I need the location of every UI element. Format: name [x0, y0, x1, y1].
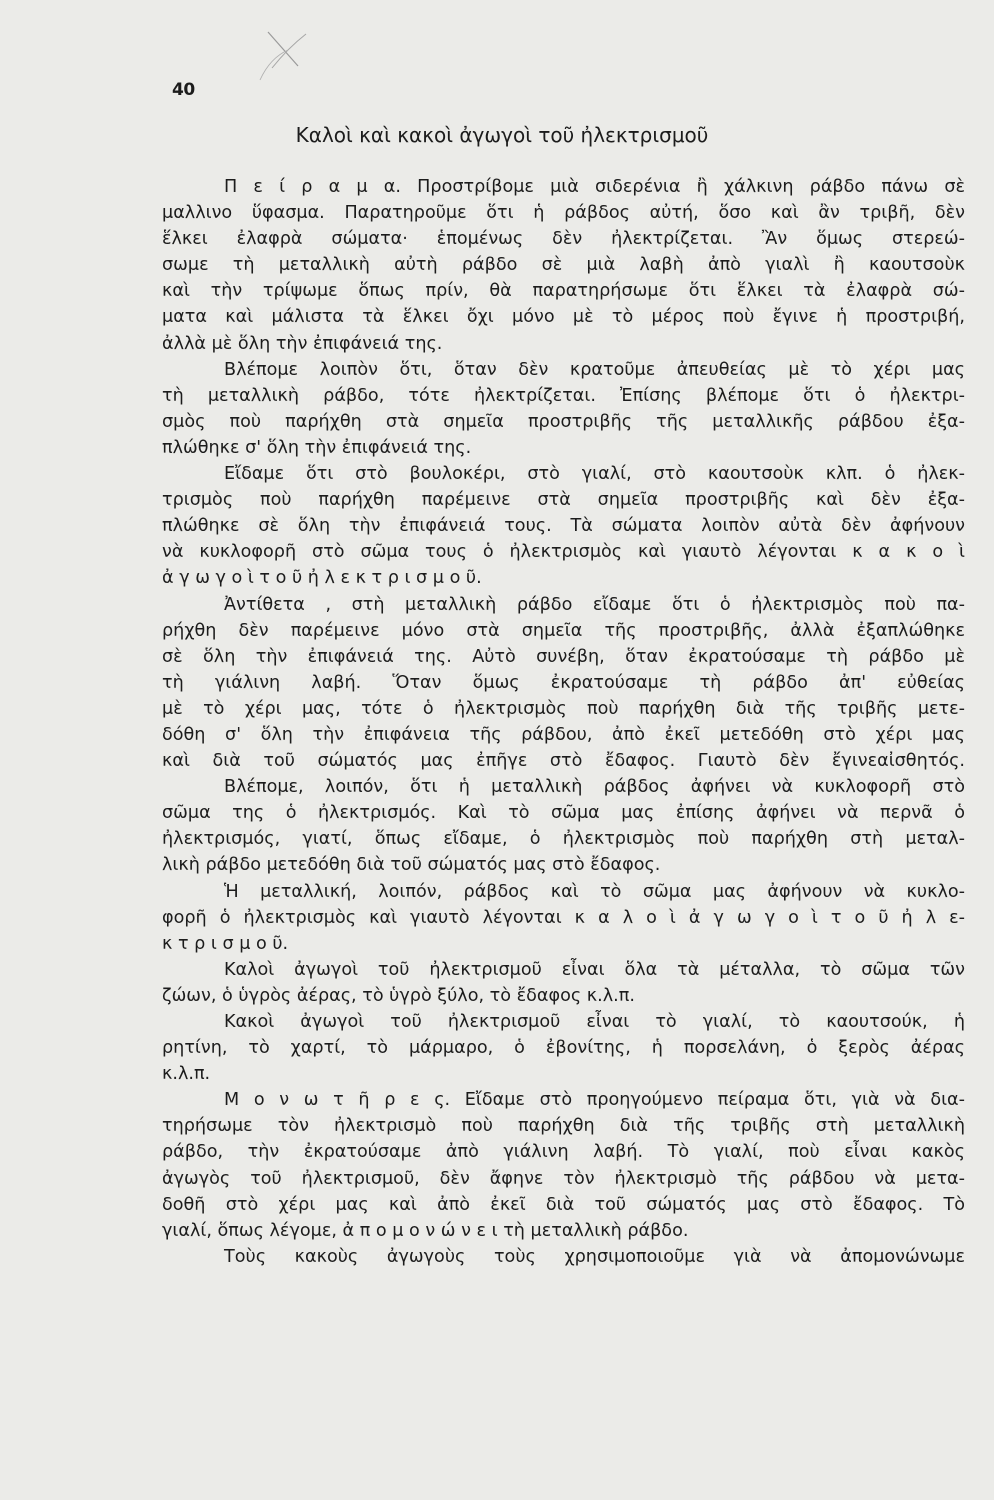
text-line: κ.λ.π.	[162, 1064, 211, 1085]
text-line: καὶ τὴν τρίψωμε ὅπως πρίν, θὰ παρατηρήσωμε ὅτι ἕλκει τὰ ἐλαφρὰ σώ-	[162, 281, 965, 302]
text-line: ρήχθη δὲν παρέμεινε μόνο στὰ σημεῖα τῆς προστριβῆς, ἀλλὰ ἐξαπλώθηκε	[162, 620, 965, 641]
text-line: τρισμὸς ποὺ παρήχθη παρέμεινε στὰ σημεῖα προστριβῆς καὶ δὲν ἐξα-	[162, 490, 965, 511]
text-line: τὴ μεταλλικὴ ράβδο, τότε ἠλεκτρίζεται. Ἐπίσης βλέπομε ὅτι ὁ ἠλεκτρι-	[162, 385, 965, 406]
text-line: ματα καὶ μάλιστα τὰ ἕλκει ὄχι μόνο μὲ τὸ μέρος ποὺ ἔγινε ἡ προστριβή,	[162, 307, 965, 328]
text-line: λικὴ ράβδο μετεδόθη διὰ τοῦ σώματός μας στὸ ἔδαφος.	[162, 855, 661, 876]
text-line: τηρήσωμε τὸν ἠλεκτρισμὸ ποὺ παρήχθη διὰ τῆς τριβῆς στὴ μεταλλικὴ	[162, 1116, 965, 1137]
text-line: φορῆ ὁ ἠλεκτρισμὸς καὶ γιαυτὸ λέγονται κ α λ ο ὶ ἀ γ ω γ ο ὶ τ ο ῦ ἠ λ ε-	[162, 907, 965, 928]
text-line: μὲ τὸ χέρι μας, τότε ὁ ἠλεκτρισμὸς ποὺ παρήχθη διὰ τῆς τριβῆς μετε-	[162, 698, 965, 719]
text-line: Τοὺς κακοὺς ἀγωγοὺς τοὺς χρησιμοποιοῦμε γιὰ νὰ ἀπομονώνωμε	[224, 1246, 965, 1267]
text-line: γιαλί, ὅπως λέγομε, ἀ π ο μ ο ν ώ ν ε ι τὴ μεταλλικὴ ράβδο.	[162, 1220, 689, 1241]
text-line: τὴ γιάλινη λαβή. Ὅταν ὅμως ἐκρατούσαμε τὴ ράβδο ἀπ' εὐθείας	[162, 672, 965, 693]
text-line: Βλέπομε λοιπὸν ὅτι, ὅταν δὲν κρατοῦμε ἀπευθείας μὲ τὸ χέρι μας	[224, 359, 965, 380]
text-line: Μ ο ν ω τ ῆ ρ ε ς. Εἴδαμε στὸ προηγούμενο πείραμα ὅτι, γιὰ νὰ δια-	[224, 1090, 965, 1111]
text-line: Καλοὶ ἀγωγοὶ τοῦ ἠλεκτρισμοῦ εἶναι ὅλα τὰ μέταλλα, τὸ σῶμα τῶν	[224, 959, 965, 980]
body-text	[162, 174, 965, 1270]
text-line: Εἴδαμε ὅτι στὸ βουλοκέρι, στὸ γιαλί, στὸ καουτσοὺκ κλπ. ὁ ἠλεκ-	[224, 464, 965, 485]
text-line: ζώων, ὁ ὑγρὸς ἀέρας, τὸ ὑγρὸ ξύλο, τὸ ἔδαφος κ.λ.π.	[162, 985, 635, 1006]
text-line: ρητίνη, τὸ χαρτί, τὸ μάρμαρο, ὁ ἐβονίτης, ἡ πορσελάνη, ὁ ξερὸς ἀέρας	[162, 1038, 965, 1059]
text-line: πλώθηκε σ' ὅλη τὴν ἐπιφάνειά της.	[162, 437, 472, 458]
text-line: πλώθηκε σὲ ὅλη τὴν ἐπιφάνειά τους. Τὰ σώματα λοιπὸν αὐτὰ δὲν ἀφήνουν	[162, 516, 965, 537]
text-line: νὰ κυκλοφορῆ στὸ σῶμα τους ὁ ἠλεκτρισμὸς καὶ γιαυτὸ λέγονται κ α κ ο ὶ	[162, 542, 965, 563]
text-line: σῶμα της ὁ ἠλεκτρισμός. Καὶ τὸ σῶμα μας ἐπίσης ἀφήνει νὰ περνᾶ ὁ	[162, 803, 965, 824]
page-number: 40	[172, 80, 195, 100]
text-line: Κακοὶ ἀγωγοὶ τοῦ ἠλεκτρισμοῦ εἶναι τὸ γιαλί, τὸ καουτσούκ, ἡ	[224, 1012, 965, 1032]
text-line: Π ε ί ρ α μ α. Προστρίβομε μιὰ σιδερένια ἢ χάλκινη ράβδο πάνω σὲ	[224, 177, 965, 197]
page-title: Καλοὶ καὶ κακοὶ ἀγωγοὶ τοῦ ἠλεκτρισμοῦ	[295, 123, 709, 147]
text-line: ἀγωγὸς τοῦ ἠλεκτρισμοῦ, δὲν ἄφηνε τὸν ἠλεκτρισμὸ τῆς ράβδου νὰ μετα-	[162, 1168, 965, 1189]
text-line: δοθῆ στὸ χέρι μας καὶ ἀπὸ ἐκεῖ διὰ τοῦ σώματός μας στὸ ἔδαφος. Τὸ	[162, 1194, 965, 1215]
text-line: δόθη σ' ὅλη τὴν ἐπιφάνεια τῆς ράβδου, ἀπὸ ἐκεῖ μετεδόθη στὸ χέρι μας	[162, 724, 965, 745]
text-line: ἀ γ ω γ ο ὶ τ ο ῦ ἠ λ ε κ τ ρ ι σ μ ο ῦ.	[162, 568, 482, 589]
text-line: καὶ διὰ τοῦ σώματός μας ἐπῆγε στὸ ἔδαφος. Γιαυτὸ δὲν ἔγινεαἰσθητός.	[162, 751, 965, 772]
text-line: ἠλεκτρισμός, γιατί, ὅπως εἴδαμε, ὁ ἠλεκτρισμὸς ποὺ παρήχθη στὴ μεταλ-	[162, 829, 965, 850]
text-line: ἕλκει ἐλαφρὰ σώματα· ἑπομένως δὲν ἠλεκτρίζεται. Ἂν ὅμως στερεώ-	[162, 229, 965, 250]
text-line: σμὸς ποὺ παρήχθη στὰ σημεῖα προστριβῆς τῆς μεταλλικῆς ράβδου ἐξα-	[162, 411, 965, 432]
pencil-mark-icon	[258, 28, 322, 86]
text-line: ἀλλὰ μὲ ὅλη τὴν ἐπιφάνειά της.	[162, 333, 443, 354]
text-line: Βλέπομε, λοιπόν, ὅτι ἡ μεταλλικὴ ράβδος ἀφήνει νὰ κυκλοφορῆ στὸ	[224, 777, 965, 798]
text-line: σὲ ὅλη τὴν ἐπιφάνειά της. Αὐτὸ συνέβη, ὅταν ἐκρατούσαμε τὴ ράβδο μὲ	[162, 646, 965, 667]
text-line: μαλλινο ὕφασμα. Παρατηροῦμε ὅτι ἡ ράβδος αὐτή, ὅσο καὶ ἂν τριβῆ, δὲν	[162, 203, 965, 224]
text-line: ράβδο, τὴν ἐκρατούσαμε ἀπὸ γιάλινη λαβή. Τὸ γιαλί, ποὺ εἶναι κακὸς	[162, 1142, 965, 1163]
text-line: σωμε τὴ μεταλλικὴ αὐτὴ ράβδο σὲ μιὰ λαβὴ ἀπὸ γιαλὶ ἢ καουτσοὺκ	[162, 255, 965, 276]
text-line: Ἀντίθετα , στὴ μεταλλικὴ ράβδο εἴδαμε ὅτι ὁ ἠλεκτρισμὸς ποὺ πα-	[224, 594, 965, 615]
text-line: κ τ ρ ι σ μ ο ῦ.	[162, 933, 289, 954]
text-line: Ἡ μεταλλική, λοιπόν, ράβδος καὶ τὸ σῶμα μας ἀφήνουν νὰ κυκλο-	[224, 881, 965, 902]
